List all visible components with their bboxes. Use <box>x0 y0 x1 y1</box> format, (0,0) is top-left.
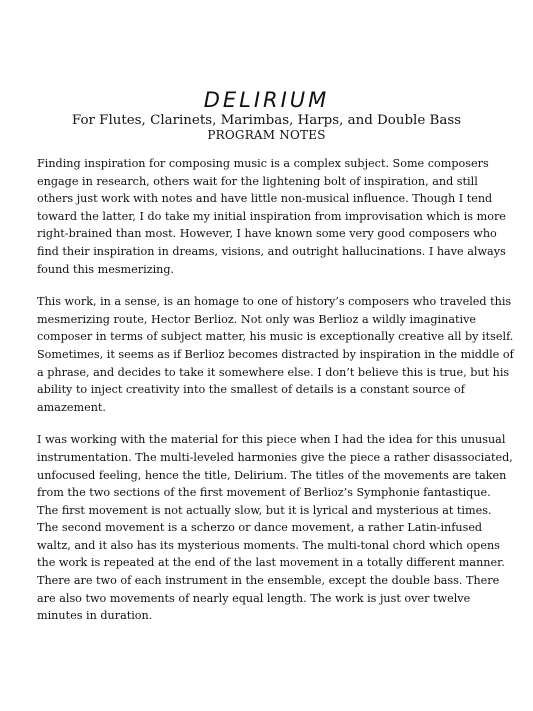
document-title: DELIRIUM <box>203 88 330 112</box>
program-notes-body <box>37 155 515 640</box>
paragraph-3: I was working with the material for this piece when I had the idea for this unusual instrumentation. The multi-leveled harmonies give the piece a rather disassociated, unfocused feeling, hence the title, Delirium. The titles of the movements are taken from the two sections of the first movement of Berlioz’s Symphonie fantastique. The first movement is not actually slow, but it is lyrical and mysterious at times. The second movement is a scherzo or dance movement, a rather Latin-infused waltz, and it also has its mysterious moments. The multi-tonal chord which opens the work is repeated at the end of the last movement in a totally different manner. There are two of each instrument in the ensemble, except the double bass. There are also two movements of nearly equal length. The work is just over twelve minutes in duration. <box>37 433 513 623</box>
paragraph-1: Finding inspiration for composing music is a complex subject. Some composers engage in research, others wait for the lightening bolt of inspiration, and still others just work with notes and have little non-musical influence. Though I tend toward the latter, I do take my initial inspiration from improvisation which is more right-brained than most. However, I have known some very good composers who find their inspiration in dreams, visions, and outright hallucinations. I have always found this mesmerizing. <box>37 157 506 276</box>
section-heading: PROGRAM NOTES <box>207 128 326 142</box>
document-subtitle: For Flutes, Clarinets, Marimbas, Harps, and Double Bass <box>71 113 462 128</box>
paragraph-2: This work, in a sense, is an homage to one of history’s composers who traveled this mesmerizing route, Hector Berlioz. Not only was Berlioz a wildly imaginative composer in terms of subject matter, his music is exceptionally creative all by itself. Sometimes, it seems as if Berlioz becomes distracted by inspiration in the middle of a phrase, and decides to take it somewhere else. I don’t believe this is true, but his ability to inject creativity into the smallest of details is a constant source of amazement. <box>37 295 514 414</box>
